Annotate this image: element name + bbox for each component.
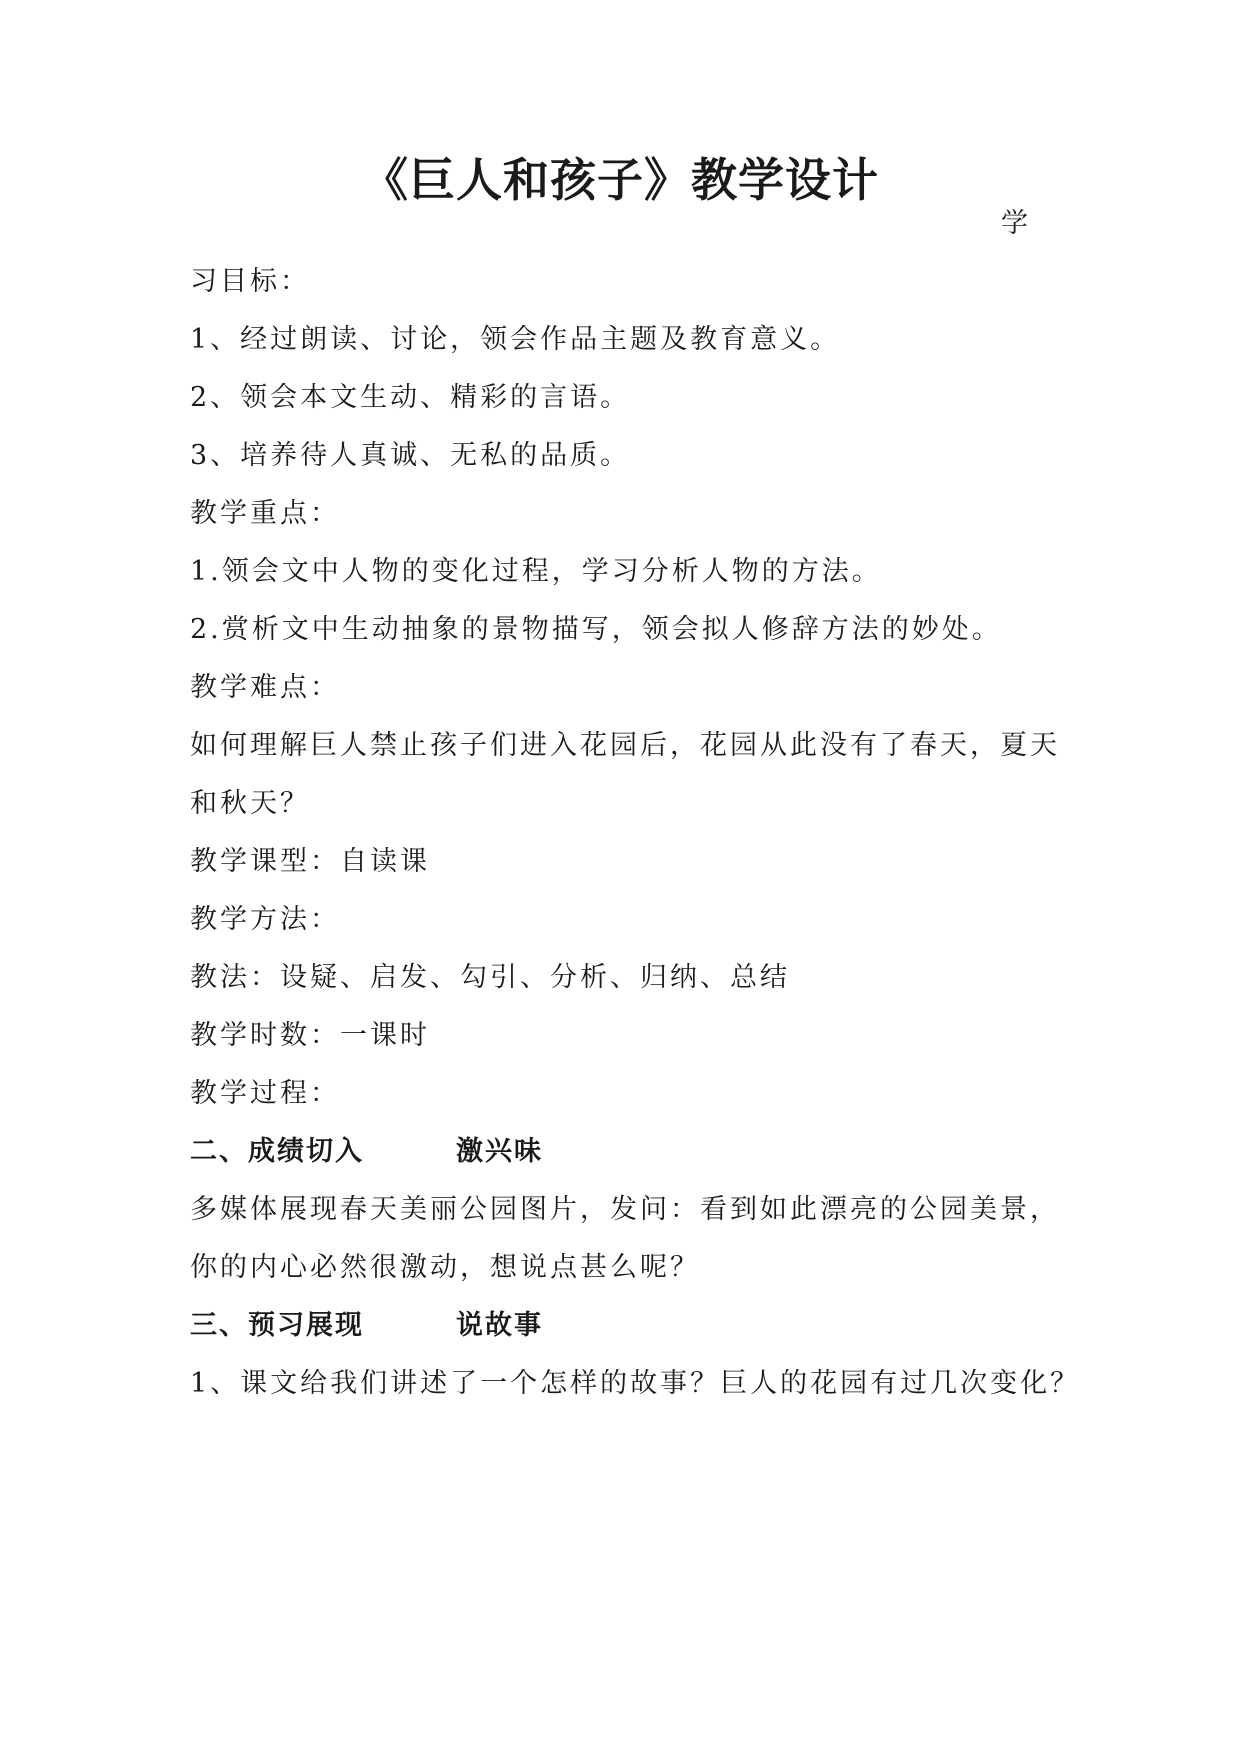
section-subheading-text: 说故事 [456,1310,543,1341]
text-line: 教学难点： [190,672,340,703]
text-line: 教学方法： [190,904,340,935]
text-line: 1、经过朗读、讨论，领会作品主题及教育意义。 [190,324,841,355]
section-subheading-text: 激兴味 [456,1136,543,1167]
section-heading [190,1306,543,1346]
text-line: 和秋天？ [190,788,310,819]
text-line: 如何理解巨人禁止孩子们进入花园后，花园从此没有了春天，夏天 [190,730,1060,761]
text-line: 习目标： [190,266,310,297]
section-heading-text: 二、成绩切入 [190,1136,364,1167]
author-char: 学 [1001,208,1031,239]
text-line: 多媒体展现春天美丽公园图片，发问：看到如此漂亮的公园美景， [190,1194,1060,1225]
text-line: 3、培养待人真诚、无私的品质。 [190,440,631,471]
text-line: 2、领会本文生动、精彩的言语。 [190,382,631,413]
text-line: 你的内心必然很激动，想说点甚么呢？ [190,1252,700,1283]
text-line: 教学时数：一课时 [190,1020,430,1051]
text-line: 2.赏析文中生动抽象的景物描写，领会拟人修辞方法的妙处。 [190,614,1002,645]
text-line: 1.领会文中人物的变化过程，学习分析人物的方法。 [190,556,882,587]
text-line: 1、课文给我们讲述了一个怎样的故事？巨人的花园有过几次变化？ [190,1368,1081,1399]
text-line: 教学课型：自读课 [190,846,430,877]
text-line: 教学重点： [190,498,340,529]
section-heading-text: 三、预习展现 [190,1310,364,1341]
text-line: 教学过程： [190,1078,340,1109]
text-line: 教法：设疑、启发、勾引、分析、归纳、总结 [190,962,790,993]
section-heading [190,1132,543,1172]
document-title: 《巨人和孩子》教学设计 [362,153,879,207]
